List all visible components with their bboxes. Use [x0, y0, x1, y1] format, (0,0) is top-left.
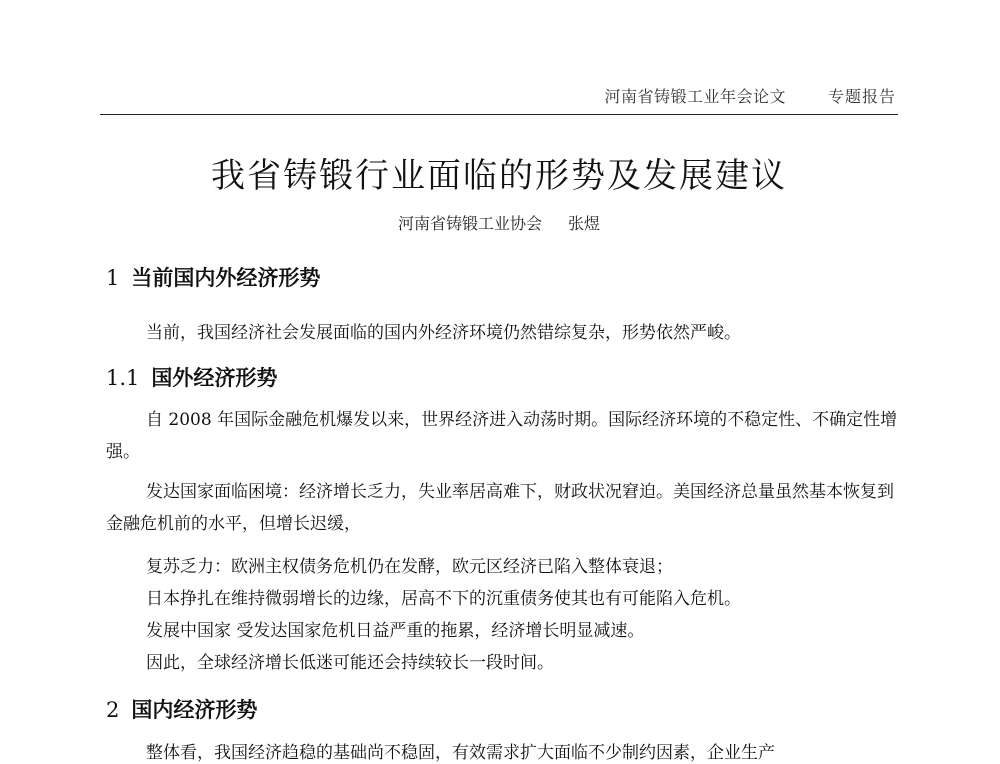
paragraph-intro: 当前，我国经济社会发展面临的国内外经济环境仍然错综复杂，形势依然严峻。 — [146, 323, 741, 343]
section-number: 1 — [106, 266, 120, 290]
section-title: 国内经济形势 — [131, 698, 258, 722]
section-title: 国外经济形势 — [151, 366, 278, 390]
section-title: 当前国内外经济形势 — [131, 266, 321, 290]
section-heading-2 — [106, 694, 257, 724]
proceedings-label: 河南省铸锻工业年会论文 — [604, 87, 786, 106]
paragraph-5: 发展中国家 受发达国家危机日益严重的拖累，经济增长明显减速。 — [146, 621, 645, 641]
author-line — [100, 211, 898, 234]
section-number: 1.1 — [106, 366, 140, 390]
page-title: 我省铸锻行业面临的形势及发展建议 — [211, 156, 787, 196]
paragraph-7: 整体看，我国经济趋稳的基础尚不稳固，有效需求扩大面临不少制约因素，企业生产 — [146, 743, 775, 763]
category-label: 专题报告 — [827, 87, 896, 106]
section-heading-1-1 — [106, 362, 277, 392]
paragraph-4: 日本挣扎在维持微弱增长的边缘，居高不下的沉重债务使其也有可能陷入危机。 — [146, 589, 741, 609]
paragraph-1: 自 2008 年国际金融危机爆发以来，世界经济进入动荡时期。国际经济环境的不稳定性、不确定性增强。 — [106, 410, 898, 462]
author-name: 张煜 — [568, 214, 601, 233]
section-heading-1 — [106, 262, 320, 292]
paragraph-3: 复苏乏力：欧洲主权债务危机仍在发酵，欧元区经济已陷入整体衰退； — [146, 557, 673, 577]
running-header — [100, 80, 898, 115]
paragraph-2: 发达国家面临困境：经济增长乏力，失业率居高难下，财政状况窘迫。美国经济总量虽然基本恢复到金融危机前的水平，但增长迟缓， — [106, 482, 894, 534]
author-org: 河南省铸锻工业协会 — [397, 214, 542, 233]
section-number: 2 — [106, 698, 120, 722]
paragraph-6: 因此，全球经济增长低迷可能还会持续较长一段时间。 — [146, 653, 554, 673]
